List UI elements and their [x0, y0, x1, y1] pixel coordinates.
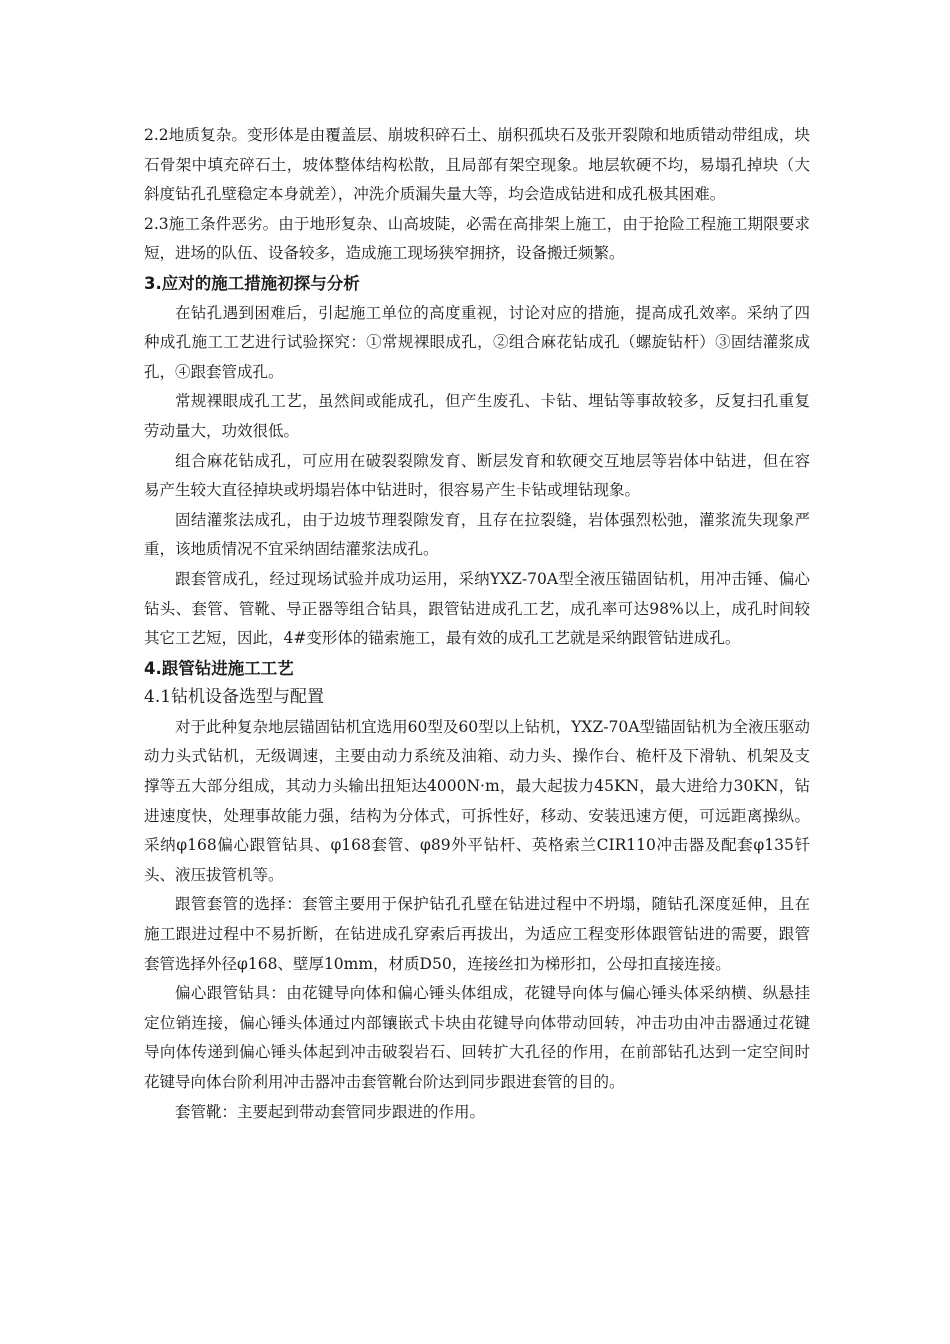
section-4-1-heading: 4.1钻机设备选型与配置 — [144, 687, 325, 708]
section-3-paragraph-4: 固结灌浆法成孔，由于边坡节理裂隙发育，且存在拉裂缝，岩体强烈松弛，灌浆流失现象严重，该地质情况不宜采纳固结灌浆法成孔。 — [144, 510, 810, 559]
section-4-paragraph-2: 跟管套管的选择：套管主要用于保护钻孔孔壁在钻进过程中不坍塌，随钻孔深度延伸，且在施工跟进过程中不易折断，在钻进成孔穿索后再拔出，为适应工程变形体跟管钻进的需要，跟管套管选择外径φ168、壁厚10mm，材质D50，连接丝扣为梯形扣，公母扣直接连接。 — [144, 895, 810, 973]
section-3-paragraph-1: 在钻孔遇到困难后，引起施工单位的高度重视，讨论对应的措施，提高成孔效率。采纳了四种成孔施工工艺进行试验探究：①常规裸眼成孔，②组合麻花钻成孔（螺旋钻杆）③固结灌浆成孔，④跟套管成孔。 — [144, 303, 810, 381]
paragraph-2-2: 2.2地质复杂。变形体是由覆盖层、崩坡积碎石土、崩积孤块石及张开裂隙和地质错动带组成，块石骨架中填充碎石土，坡体整体结构松散，且局部有架空现象。地层软硬不均，易塌孔掉块（大斜度钻孔孔壁稳定本身就差），冲洗介质漏失量大等，均会造成钻进和成孔极其困难。 — [144, 126, 810, 204]
document-body — [144, 121, 810, 1127]
section-4-paragraph-4: 套管靴：主要起到带动套管同步跟进的作用。 — [175, 1102, 486, 1121]
section-3-heading: 3.应对的施工措施初探与分析 — [144, 273, 360, 293]
section-4-paragraph-3: 偏心跟管钻具：由花键导向体和偏心锤头体组成，花键导向体与偏心锤头体采纳横、纵悬挂定位销连接，偏心锤头体通过内部镶嵌式卡块由花键导向体带动回转，冲击功由冲击器通过花键导向体传递到偏心锤头体起到冲击破裂岩石、回转扩大孔径的作用，在前部钻孔达到一定空间时花键导向体台阶利用冲击器冲击套管靴台阶达到同步跟进套管的目的。 — [144, 984, 810, 1091]
section-3-paragraph-3: 组合麻花钻成孔，可应用在破裂裂隙发育、断层发育和软硬交互地层等岩体中钻进，但在容易产生较大直径掉块或坍塌岩体中钻进时，很容易产生卡钻或埋钻现象。 — [144, 451, 810, 500]
section-3-paragraph-5: 跟套管成孔，经过现场试验并成功运用，采纳YXZ-70A型全液压锚固钻机，用冲击锤、偏心钻头、套管、管靴、导正器等组合钻具，跟管钻进成孔工艺，成孔率可达98%以上，成孔时间较其它工艺短，因此，4#变形体的锚索施工，最有效的成孔工艺就是采纳跟管钻进成孔。 — [144, 569, 810, 648]
section-3-paragraph-2: 常规裸眼成孔工艺，虽然间或能成孔，但产生废孔、卡钻、埋钻等事故较多，反复扫孔重复劳动量大，功效很低。 — [144, 392, 810, 440]
section-4-paragraph-1: 对于此种复杂地层锚固钻机宜选用60型及60型以上钻机，YXZ-70A型锚固钻机为全液压驱动动力头式钻机，无级调速，主要由动力系统及油箱、动力头、操作台、桅杆及下滑轨、机架及支撑等五大部分组成，其动力头输出扭矩达4000N·m，最大起拔力45KN，最大进给力30KN，钻进速度快，处理事故能力强，结构为分体式，可拆性好，移动、安装迅速方便，可远距离操纵。采纳φ168偏心跟管钻具、φ168套管、φ89外平钻杆、英格索兰CIR110冲击器及配套φ135钎头、液压拔管机等。 — [144, 717, 810, 884]
paragraph-2-3: 2.3施工条件恶劣。由于地形复杂、山高坡陡，必需在高排架上施工，由于抢险工程施工期限要求短，进场的队伍、设备较多，造成施工现场狭窄拥挤，设备搬迁频繁。 — [144, 214, 810, 263]
section-4-heading: 4.跟管钻进施工工艺 — [144, 658, 294, 678]
